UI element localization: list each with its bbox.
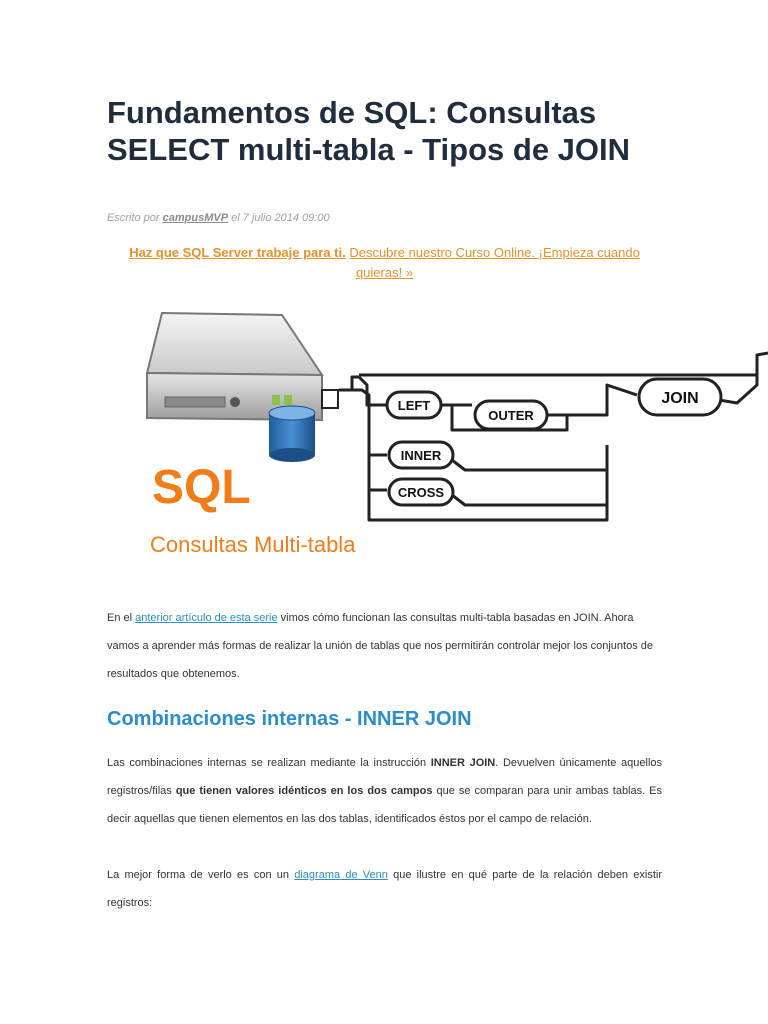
server-icon bbox=[147, 313, 338, 420]
svg-text:JOIN: JOIN bbox=[661, 390, 699, 407]
p1-text-c: . Devuelven únicamente aquellos registros/filas bbox=[107, 757, 662, 797]
intro-after: vimos cómo funcionan las consultas multi-tabla basadas en JOIN. Ahora vamos a aprender más formas de realizar la unión de tablas que nos permitirán controlar mejor los conjuntos de resultados que obtenemos. bbox=[107, 612, 654, 680]
venn-paragraph bbox=[107, 861, 662, 917]
promo-course-link[interactable]: Descubre nuestro Curso Online. ¡Empieza cuando quieras! » bbox=[349, 245, 640, 280]
hero-image bbox=[107, 295, 768, 570]
promo-banner bbox=[107, 243, 662, 283]
p1-inner-join-bold: INNER JOIN bbox=[430, 757, 496, 769]
syntax-box-outer bbox=[475, 401, 547, 429]
section-heading: Combinaciones internas - INNER JOIN bbox=[107, 708, 472, 730]
hero-sql-label: SQL bbox=[152, 461, 251, 514]
syntax-box-join bbox=[639, 379, 721, 415]
article-title: Fundamentos de SQL: Consultas SELECT multi-tabla - Tipos de JOIN bbox=[107, 95, 631, 167]
author-link[interactable]: campusMVP bbox=[162, 212, 229, 224]
p2-text-a: La mejor forma de verlo es con un bbox=[107, 869, 290, 881]
database-icon bbox=[269, 406, 315, 462]
intro-before: En el bbox=[107, 612, 133, 624]
intro-paragraph bbox=[107, 604, 662, 688]
p1-identical-values-bold: que tienen valores idénticos en los dos campos bbox=[175, 785, 433, 797]
p1-text-a: Las combinaciones internas se realizan mediante la instrucción bbox=[107, 757, 427, 769]
svg-text:CROSS: CROSS bbox=[397, 485, 445, 500]
inner-join-paragraph bbox=[107, 749, 662, 833]
promo-bold-link[interactable]: Haz que SQL Server trabaje para ti. bbox=[129, 245, 346, 260]
svg-text:LEFT: LEFT bbox=[397, 398, 431, 413]
byline-date: el 7 julio 2014 09:00 bbox=[231, 212, 330, 224]
byline bbox=[107, 212, 330, 224]
syntax-box-cross bbox=[389, 479, 453, 505]
byline-prefix: Escrito por bbox=[107, 212, 160, 224]
svg-text:INNER: INNER bbox=[400, 448, 442, 463]
syntax-box-left bbox=[387, 392, 441, 418]
svg-text:OUTER: OUTER bbox=[488, 408, 534, 423]
venn-diagram-link[interactable]: diagrama de Venn bbox=[294, 869, 388, 881]
previous-article-link[interactable]: anterior artículo de esta serie bbox=[135, 612, 278, 624]
p2-text-b: que ilustre en qué parte de la relación deben existir registros: bbox=[107, 869, 662, 909]
p1-text-e: que se comparan para unir ambas tablas. Es decir aquellas que tienen elementos en las dos tablas, identificados éstos por el campo de relación. bbox=[107, 785, 663, 825]
hero-subtitle: Consultas Multi-tabla bbox=[150, 532, 356, 557]
syntax-box-inner bbox=[389, 442, 453, 468]
